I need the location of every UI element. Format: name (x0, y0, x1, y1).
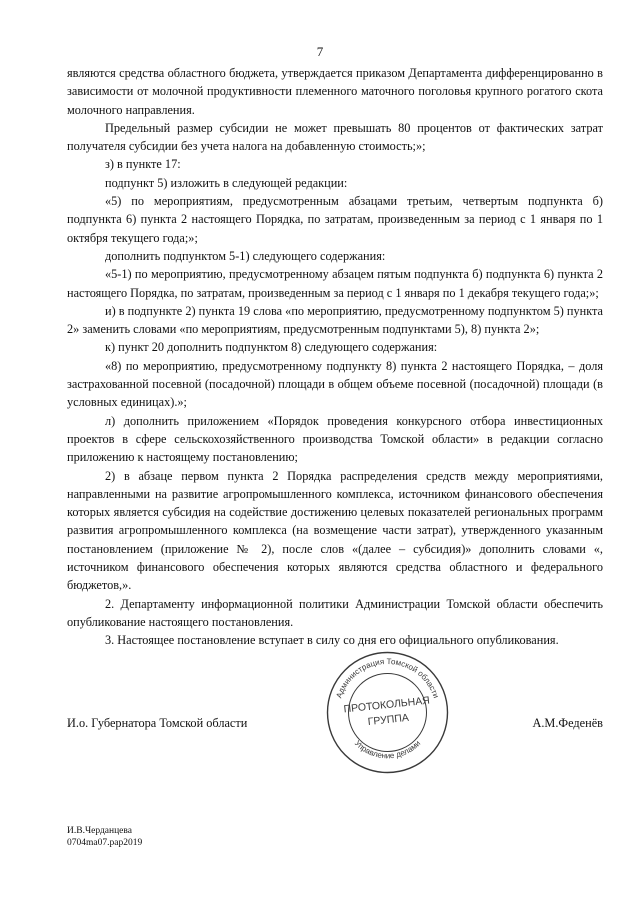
paragraph-9: к) пункт 20 дополнить подпунктом 8) следующего содержания: (105, 340, 438, 355)
paragraph-1: являются средства областного бюджета, утверждается приказом Департамента дифференцированно в зависимости от молочной продуктивности племенного маточного поголовья крупного рогатого скота молочного направления. (67, 66, 603, 117)
stamp-center-line1: ПРОТОКОЛЬНАЯ (343, 694, 431, 716)
paragraph-7: «5-1) по мероприятию, предусмотренному абзацем пятым подпункта б) подпункта 6) пункта 2 настоящего Порядка, по затратам, произведенным за период с 1 января по 1 декабря текущего года;»; (67, 267, 603, 300)
stamp-ring-top-text: Администрация Томской области (334, 656, 441, 700)
signer-name: А.М.Феденёв (532, 716, 603, 730)
footer (67, 825, 142, 849)
paragraph-5: «5) по мероприятиям, предусмотренным абзацами третьим, четвертым подпункта б) подпункта 6) пункта 2 настоящего Порядка, по затратам, произведенным за период с 1 января по 1 октября текущего года;»; (67, 194, 603, 245)
paragraph-8: и) в подпункте 2) пункта 19 слова «по мероприятию, предусмотренному подпунктом 5) пункта 2» заменить словами «по мероприятиям, предусмотренным подпунктами 5), 8) пункта 2»; (67, 303, 603, 337)
paragraph-11: л) дополнить приложением «Порядок проведения конкурсного отбора инвестиционных проектов в сфере сельскохозяйственного производства Томской области» в редакции согласно приложению к настоящему постановлению; (67, 413, 603, 465)
svg-text:Администрация Томской области (334, 657, 440, 699)
file-reference: 0704ma07.pap2019 (67, 838, 143, 848)
author-name: И.В.Черданцева (67, 826, 132, 836)
paragraph-12: 2) в абзаце первом пункта 2 Порядка распределения средств между мероприятиями, направленными на развитие агропромышленного комплекса, источником финансового обеспечения которых является субсидия на содействие достижению целевых показателей региональных программ развития агропромышленного комплекса (на возмещение части затрат), утвержденного указанным постановлением (приложение № 2), после слов «(далее – субсидия)» дополнить словами «, источником финансового обеспечения которых являются средства областного и федерального бюджетов,». (67, 468, 603, 593)
paragraph-2: Предельный размер субсидии не может превышать 80 процентов от фактических затрат получателя субсидии без учета налога на добавленную стоимость;»; (67, 120, 603, 154)
svg-text:Управление делами (353, 739, 422, 761)
round-stamp (325, 650, 450, 775)
page-number: 7 (316, 44, 324, 59)
document-body (67, 64, 603, 650)
paragraph-10: «8) по мероприятию, предусмотренному подпункту 8) пункта 2 настоящего Порядка, – доля застрахованной посевной (посадочной) площади в общем объеме посевной (посадочной) площади (в условных единицах).»; (67, 358, 603, 410)
paragraph-4: подпункт 5) изложить в следующей редакции: (105, 175, 348, 190)
signer-position: И.о. Губернатора Томской области (67, 716, 248, 730)
paragraph-6: дополнить подпунктом 5-1) следующего содержания: (105, 248, 386, 263)
stamp-center-line2: ГРУППА (367, 711, 410, 729)
paragraph-14: 3. Настоящее постановление вступает в силу со дня его официального опубликования. (105, 633, 559, 648)
paragraph-3: з) в пункте 17: (105, 157, 181, 172)
stamp-ring-bottom-text: Управление делами (352, 738, 423, 761)
paragraph-13: 2. Департаменту информационной политики Администрации Томской области обеспечить опубликование настоящего постановления. (67, 596, 603, 629)
